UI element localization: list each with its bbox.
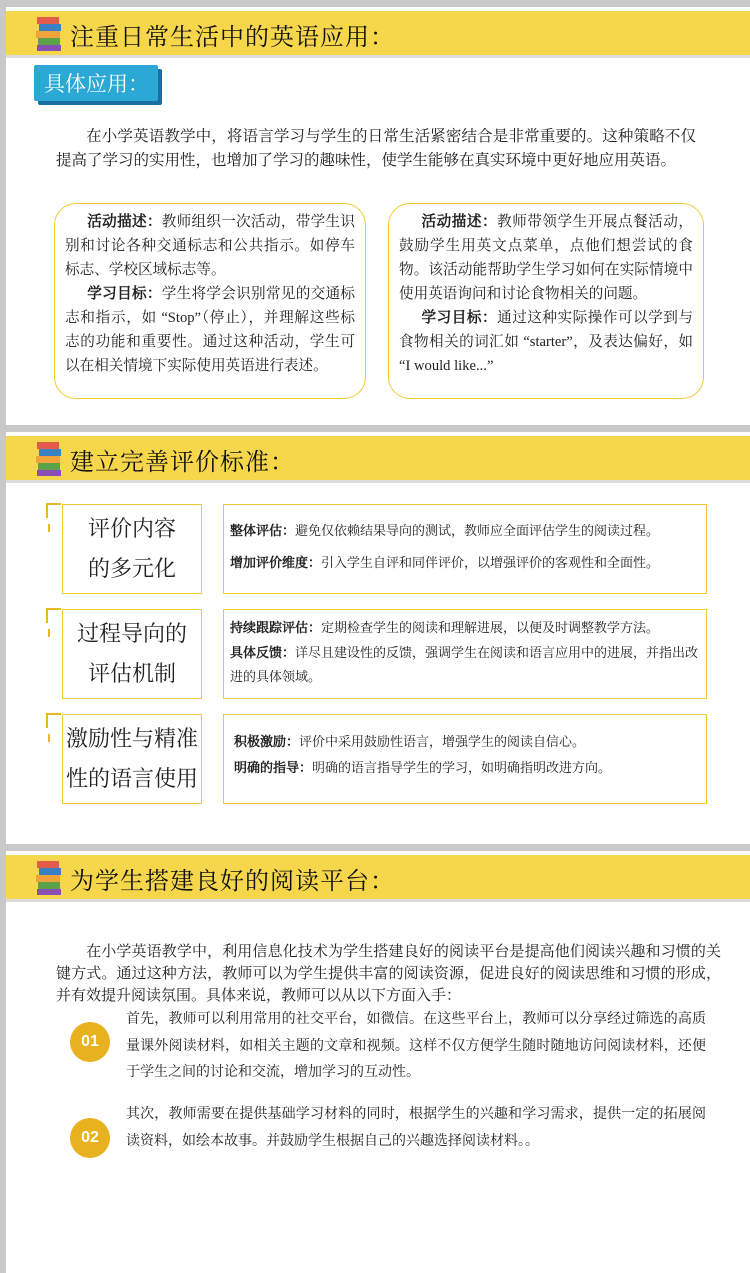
card-desc: 教师组织一次活动，带学生识别和讨论各种交通标志和公共指示。如停车标志、学校区域标志等。 (65, 214, 355, 278)
criteria-detail-box (223, 504, 707, 594)
criteria-detail-box (223, 714, 707, 804)
criteria-item: 明确的指导：明确的语言指导学生的学习，如明确指明改进方向。 (234, 760, 612, 775)
criteria-item: 具体反馈：详尽且建设性的反馈，强调学生在阅读和语言应用中的进展，并指出改进的具体领域。 (230, 645, 699, 684)
card-goal: 通过这种实际操作可以学到与食物相关的词汇如 “starter”，及表达偏好，如 “I would like...” (399, 310, 693, 374)
step-text: 其次，教师需要在提供基础学习材料的同时，根据学生的兴趣和学习需求，提供一定的拓展阅读资料，如绘本故事。并鼓励学生根据自己的兴趣选择阅读材料。。 (126, 1105, 706, 1148)
section-banner (6, 855, 750, 902)
card-goal: 学生将学会识别常见的交通标志和指示，如 “Stop”（停止），并理解这些标志的功能和重要性。通过这种活动，学生可以在相关情境下实际使用英语进行表述。 (65, 286, 355, 374)
step-number-badge: 01 (70, 1022, 110, 1062)
subsection-tag (34, 65, 158, 101)
section-title: 注重日常生活中的英语应用： (70, 24, 395, 51)
corner-decoration (46, 608, 61, 623)
card-desc-label: 活动描述： (87, 214, 162, 230)
criteria-item: 增加评价维度：引入学生自评和同伴评价，以增强评价的客观性和全面性。 (230, 555, 660, 570)
section-title: 建立完善评价标准： (70, 449, 295, 476)
tick-decoration (48, 734, 50, 742)
section-title: 为学生搭建良好的阅读平台： (70, 868, 395, 895)
intro-paragraph: 在小学英语教学中，将语言学习与学生的日常生活紧密结合是非常重要的。这种策略不仅提高了学习的实用性，也增加了学习的趣味性，使学生能够在真实环境中更好地应用英语。 (56, 128, 696, 169)
criteria-item: 积极激励：评价中采用鼓励性语言，增强学生的阅读自信心。 (234, 734, 586, 749)
criteria-item: 整体评估：避免仅依赖结果导向的测试，教师应全面评估学生的阅读过程。 (230, 523, 660, 538)
criteria-item: 持续跟踪评估：定期检查学生的阅读和理解进展，以便及时调整教学方法。 (230, 620, 660, 635)
card-desc: 教师带领学生开展点餐活动，鼓励学生用英文点菜单，点他们想尝试的食物。该活动能帮助学生学习如何在实际情境中使用英语询问和讨论食物相关的问题。 (399, 214, 693, 302)
criteria-title-box: 评价内容 的多元化 (62, 504, 202, 594)
section-banner (6, 11, 750, 58)
section-reading-platform (6, 851, 750, 1273)
step-number-badge: 02 (70, 1118, 110, 1158)
criteria-detail-box (223, 609, 707, 699)
section-daily-english (6, 7, 750, 425)
card-desc-label: 活动描述： (421, 214, 498, 230)
corner-decoration (46, 713, 61, 728)
intro-paragraph: 在小学英语教学中，利用信息化技术为学生搭建良好的阅读平台是提高他们阅读兴趣和习惯的关键方式。通过这种方法，教师可以为学生提供丰富的阅读资源，促进良好的阅读思维和习惯的形成，并有效提升阅读氛围。具体来说，教师可以从以下方面入手： (56, 943, 721, 1004)
card-goal-label: 学习目标： (87, 286, 162, 302)
section-banner (6, 436, 750, 483)
tick-decoration (48, 629, 50, 637)
criteria-title-box: 过程导向的 评估机制 (62, 609, 202, 699)
subsection-tag-label: 具体应用： (44, 73, 149, 96)
section-evaluation (6, 432, 750, 844)
step-text: 首先，教师可以利用常用的社交平台，如微信。在这些平台上，教师可以分享经过筛选的高质量课外阅读材料，如相关主题的文章和视频。这样不仅方便学生随时随地访问阅读材料，还便于学生之间的讨论和交流，增加学习的互动性。 (126, 1010, 706, 1079)
books-icon (34, 14, 64, 52)
activity-card-1 (54, 203, 366, 399)
card-goal-label: 学习目标： (421, 310, 498, 326)
tick-decoration (48, 524, 50, 532)
books-icon (34, 439, 64, 477)
criteria-title-box: 激励性与精准 性的语言使用 (62, 714, 202, 804)
corner-decoration (46, 503, 61, 518)
activity-card-2 (388, 203, 704, 399)
books-icon (34, 858, 64, 896)
